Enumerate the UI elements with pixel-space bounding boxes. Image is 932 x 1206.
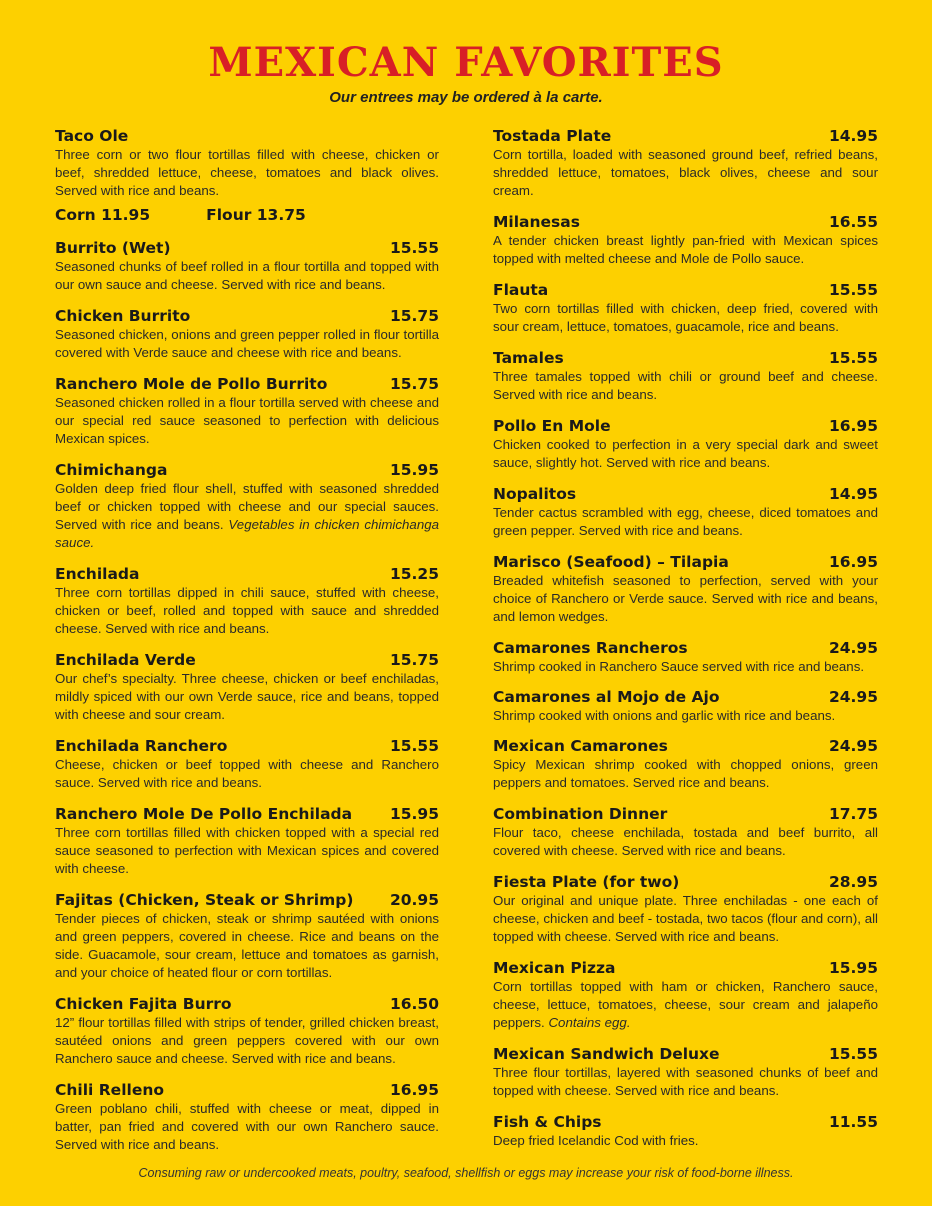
menu-item-description: [55, 1014, 439, 1068]
menu-item: [493, 349, 878, 404]
menu-item: [493, 485, 878, 540]
flour-price: Flour 13.75: [206, 206, 306, 224]
menu-item-description: [493, 1132, 878, 1150]
menu-item-price: 14.95: [828, 485, 878, 503]
menu-item-header: [493, 553, 878, 572]
menu-item-name: Enchilada: [55, 565, 140, 583]
menu-item-description-text: Corn tortilla, loaded with seasoned ground beef, refried beans, shredded lettuce, tomatoes, black olives, cheese and sour cream.: [493, 147, 878, 198]
menu-item: [493, 281, 878, 336]
menu-item-description-text: Three tamales topped with chili or ground beef and cheese. Served with rice and beans.: [493, 369, 878, 402]
menu-item-description: [55, 326, 439, 362]
menu-item-description: [55, 146, 439, 200]
menu-item-description-text: Three corn tortillas dipped in chili sauce, stuffed with cheese, chicken or beef, rolled and topped with sauce and shredded cheese. Served with rice and beans.: [55, 585, 439, 636]
menu-item-note: Contains egg.: [548, 1015, 631, 1030]
menu-item-price: 16.95: [828, 553, 878, 571]
menu-item-description: [493, 232, 878, 268]
menu-item-price: 15.75: [389, 375, 439, 393]
menu-item-price: 15.95: [389, 805, 439, 823]
menu-item: [55, 995, 439, 1068]
menu-item-description-text: Cheese, chicken or beef topped with cheese and Ranchero sauce. Served with rice and beans.: [55, 757, 439, 790]
menu-item-name: Enchilada Verde: [55, 651, 196, 669]
menu-item-description: [493, 658, 878, 676]
food-safety-disclaimer: Consuming raw or undercooked meats, poultry, seafood, shellfish or eggs may increase your risk of food-borne illness.: [138, 1166, 794, 1180]
menu-item-description-text: Three flour tortillas, layered with seasoned chunks of beef and topped with cheese. Served with rice and beans.: [493, 1065, 878, 1098]
menu-item-price: 15.95: [389, 461, 439, 479]
menu-item: [493, 1113, 878, 1150]
menu-item-description: [493, 707, 878, 725]
menu-item-price: 28.95: [828, 873, 878, 891]
menu-item-header: [493, 417, 878, 436]
menu-item-name: Enchilada Ranchero: [55, 737, 228, 755]
menu-item-price: 15.95: [828, 959, 878, 977]
menu-item-header: [55, 565, 439, 584]
menu-item-header: [55, 805, 439, 824]
menu-item: [55, 565, 439, 638]
menu-item-description-text: Corn tortillas topped with ham or chicken, Ranchero sauce, cheese, lettuce, tomatoes, cheese, sour cream and jalapeño peppers.: [493, 979, 878, 1030]
menu-item-description-text: Green poblano chili, stuffed with cheese or meat, dipped in batter, pan fried and covered with our own Ranchero sauce. Served with rice and beans.: [55, 1101, 439, 1152]
menu-item-header: [55, 995, 439, 1014]
menu-item-name: Chicken Fajita Burro: [55, 995, 232, 1013]
menu-item-description: [493, 504, 878, 540]
menu-item-description-text: Our original and unique plate. Three enchiladas - one each of cheese, chicken and beef - tostada, two tacos (flour and corn), all topped with cheese. Served with rice and beans.: [493, 893, 878, 944]
menu-item: [493, 639, 878, 676]
menu-item-price: 11.55: [828, 1113, 878, 1131]
menu-item-description-text: Two corn tortillas filled with chicken, deep fried, covered with sour cream, lettuce, tomatoes, guacamole, rice and beans.: [493, 301, 878, 334]
menu-item-name: Chili Relleno: [55, 1081, 165, 1099]
menu-item-header: [493, 281, 878, 300]
menu-item-header: [493, 213, 878, 232]
menu-item-name: Tamales: [493, 349, 564, 367]
menu-item: [493, 959, 878, 1032]
menu-item-description-text: Tender cactus scrambled with egg, cheese, diced tomatoes and green pepper. Served with rice and beans.: [493, 505, 878, 538]
menu-item: [493, 737, 878, 792]
menu-item-header: [493, 127, 878, 146]
menu-item-description-text: Deep fried Icelandic Cod with fries.: [493, 1133, 699, 1148]
menu-subtitle: Our entrees may be ordered à la carte.: [329, 89, 603, 106]
menu-item-description-text: Our chef’s specialty. Three cheese, chicken or beef enchiladas, mildly spiced with our own Verde sauce, rice and beans, topped with cheese and sour cream.: [55, 671, 439, 722]
menu-item-price: 14.95: [828, 127, 878, 145]
menu-item-name: Burrito (Wet): [55, 239, 171, 257]
menu-item-description: [55, 756, 439, 792]
menu-item-price: 15.55: [389, 737, 439, 755]
menu-item-header: [493, 1045, 878, 1064]
menu-item-header: [493, 485, 878, 504]
menu-item-description: [493, 146, 878, 200]
menu-item-header: [493, 639, 878, 658]
menu-item-description-text: Golden deep fried flour shell, stuffed with seasoned shredded beef or chicken topped with cheese and our special sauces. Served with rice and beans.: [55, 481, 439, 532]
menu-item-description: [493, 756, 878, 792]
menu-item-header: [55, 737, 439, 756]
menu-item-name: Mexican Pizza: [493, 959, 616, 977]
menu-item-description-text: Seasoned chicken rolled in a flour tortilla served with cheese and our special red sauce seasoned to perfection with delicious Mexican spices.: [55, 395, 439, 446]
menu-item-header: [55, 375, 439, 394]
menu-item: [55, 375, 439, 448]
menu-item-price: 16.55: [828, 213, 878, 231]
menu-item: [493, 417, 878, 472]
menu-item-description-text: Breaded whitefish seasoned to perfection, served with your choice of Ranchero or Verde sauce. Served with rice and beans, and lemon wedges.: [493, 573, 878, 624]
menu-item-price: 15.55: [828, 281, 878, 299]
menu-item-price: 16.95: [828, 417, 878, 435]
menu-item: [55, 805, 439, 878]
menu-item: [493, 873, 878, 946]
menu-item-price: 16.95: [389, 1081, 439, 1099]
menu-item-header: [55, 891, 439, 910]
menu-item-name: Pollo En Mole: [493, 417, 611, 435]
menu-item: [55, 461, 439, 552]
taco-ole-price-options: [55, 206, 439, 225]
menu-item-name: Combination Dinner: [493, 805, 668, 823]
menu-item-name: Camarones Rancheros: [493, 639, 688, 657]
menu-item-name: Fiesta Plate (for two): [493, 873, 680, 891]
menu-item-name: Chicken Burrito: [55, 307, 191, 325]
menu-item-description-text: Three corn tortillas filled with chicken topped with a special red sauce seasoned to perfection with Mexican spices and covered with cheese.: [55, 825, 439, 876]
menu-item-name: Nopalitos: [493, 485, 577, 503]
menu-item-name: Camarones al Mojo de Ajo: [493, 688, 720, 706]
menu-item-name: Ranchero Mole de Pollo Burrito: [55, 375, 328, 393]
menu-item-description-text: Shrimp cooked in Ranchero Sauce served with rice and beans.: [493, 659, 865, 674]
menu-item-description: [55, 480, 439, 552]
menu-item-price: 24.95: [828, 688, 878, 706]
menu-item-description: [493, 436, 878, 472]
menu-item-name: Milanesas: [493, 213, 580, 231]
menu-item-description: [55, 1100, 439, 1154]
menu-item: [493, 213, 878, 268]
menu-item-description: [55, 584, 439, 638]
menu-item-description: [55, 394, 439, 448]
menu-item-price: 15.75: [389, 307, 439, 325]
menu-item-description-text: Three corn or two flour tortillas filled with cheese, chicken or beef, shredded lettuce, cheese, tomatoes and black olives. Served with rice and beans.: [55, 147, 439, 198]
menu-item-header: [493, 805, 878, 824]
menu-item-price: 15.55: [828, 349, 878, 367]
menu-item-description: [493, 978, 878, 1032]
menu-item: [55, 307, 439, 362]
left-column: [55, 127, 439, 1154]
menu-item-name: Mexican Camarones: [493, 737, 668, 755]
menu-item: [55, 1081, 439, 1154]
menu-item-description: [493, 824, 878, 860]
menu-item-header: [55, 127, 439, 146]
menu-item-description-text: A tender chicken breast lightly pan-fried with Mexican spices topped with melted cheese and Mole de Pollo sauce.: [493, 233, 878, 266]
menu-item-price: 24.95: [828, 737, 878, 755]
menu-item-name: Fajitas (Chicken, Steak or Shrimp): [55, 891, 354, 909]
menu-item: [493, 805, 878, 860]
menu-item: [55, 651, 439, 724]
menu-item-description-text: 12” flour tortillas filled with strips of tender, grilled chicken breast, sautéed onions and green peppers covered with our own Ranchero sauce and cheese. Served with rice and beans.: [55, 1015, 439, 1066]
menu-item-description: [493, 1064, 878, 1100]
menu-item-name: Taco Ole: [55, 127, 129, 145]
right-column: [493, 127, 878, 1150]
menu-item-name: Mexican Sandwich Deluxe: [493, 1045, 720, 1063]
menu-item: [55, 891, 439, 982]
menu-item-header: [55, 307, 439, 326]
menu-item: [55, 127, 439, 225]
menu-item-description: [55, 258, 439, 294]
menu-item-price: 15.55: [828, 1045, 878, 1063]
menu-item-header: [55, 461, 439, 480]
menu-item-header: [55, 651, 439, 670]
menu-item-description: [55, 910, 439, 982]
menu-item: [493, 1045, 878, 1100]
menu-item-header: [493, 737, 878, 756]
menu-item-header: [493, 349, 878, 368]
menu-item-price: 15.75: [389, 651, 439, 669]
corn-price: Corn 11.95: [55, 206, 151, 224]
menu-item-header: [55, 1081, 439, 1100]
menu-item-description-text: Seasoned chicken, onions and green pepper rolled in flour tortilla covered with Verde sauce and cheese with rice and beans.: [55, 327, 439, 360]
menu-item-description: [55, 824, 439, 878]
menu-item-description-text: Shrimp cooked with onions and garlic with rice and beans.: [493, 708, 836, 723]
menu-item-name: Marisco (Seafood) – Tilapia: [493, 553, 729, 571]
menu-item-price: 20.95: [389, 891, 439, 909]
menu-item-description-text: Flour taco, cheese enchilada, tostada and beef burrito, all covered with cheese. Served with rice and beans.: [493, 825, 878, 858]
menu-item-header: [493, 873, 878, 892]
menu-item: [493, 127, 878, 200]
menu-item-name: Chimichanga: [55, 461, 168, 479]
menu-item-description-text: Chicken cooked to perfection in a very special dark and sweet sauce, slightly hot. Served with rice and beans.: [493, 437, 878, 470]
menu-item: [493, 553, 878, 626]
menu-item-price: 16.50: [389, 995, 439, 1013]
menu-item-price: 24.95: [828, 639, 878, 657]
menu-item-header: [493, 959, 878, 978]
menu-item-description-text: Spicy Mexican shrimp cooked with chopped onions, green peppers and tomatoes. Served rice and beans.: [493, 757, 878, 790]
menu-item-price: 15.25: [389, 565, 439, 583]
menu-item-header: [55, 239, 439, 258]
menu-item-name: Fish & Chips: [493, 1113, 602, 1131]
menu-item-description-text: Tender pieces of chicken, steak or shrimp sautéed with onions and green peppers, covered in cheese. Rice and beans on the side. Guacamole, sour cream, lettuce and tomatoes as garnish, and your choice of heated flour or corn tortillas.: [55, 911, 439, 980]
menu-item-note: Vegetables in chicken chimichanga sauce.: [55, 517, 440, 550]
menu-item-description: [493, 368, 878, 404]
menu-item-description-text: Seasoned chunks of beef rolled in a flour tortilla and topped with our own sauce and cheese. Served with rice and beans.: [55, 259, 439, 292]
menu-item-price: 17.75: [828, 805, 878, 823]
menu-item-price: 15.55: [389, 239, 439, 257]
menu-title: MEXICAN FAVORITES: [208, 39, 724, 86]
menu-item-description: [493, 892, 878, 946]
menu-item-name: Flauta: [493, 281, 549, 299]
menu-item: [55, 737, 439, 792]
menu-item-description: [493, 572, 878, 626]
menu-item: [493, 688, 878, 725]
menu-item-name: Tostada Plate: [493, 127, 612, 145]
menu-item-header: [493, 688, 878, 707]
menu-item: [55, 239, 439, 294]
menu-item-header: [493, 1113, 878, 1132]
menu-item-description: [55, 670, 439, 724]
menu-item-description: [493, 300, 878, 336]
menu-item-name: Ranchero Mole De Pollo Enchilada: [55, 805, 353, 823]
